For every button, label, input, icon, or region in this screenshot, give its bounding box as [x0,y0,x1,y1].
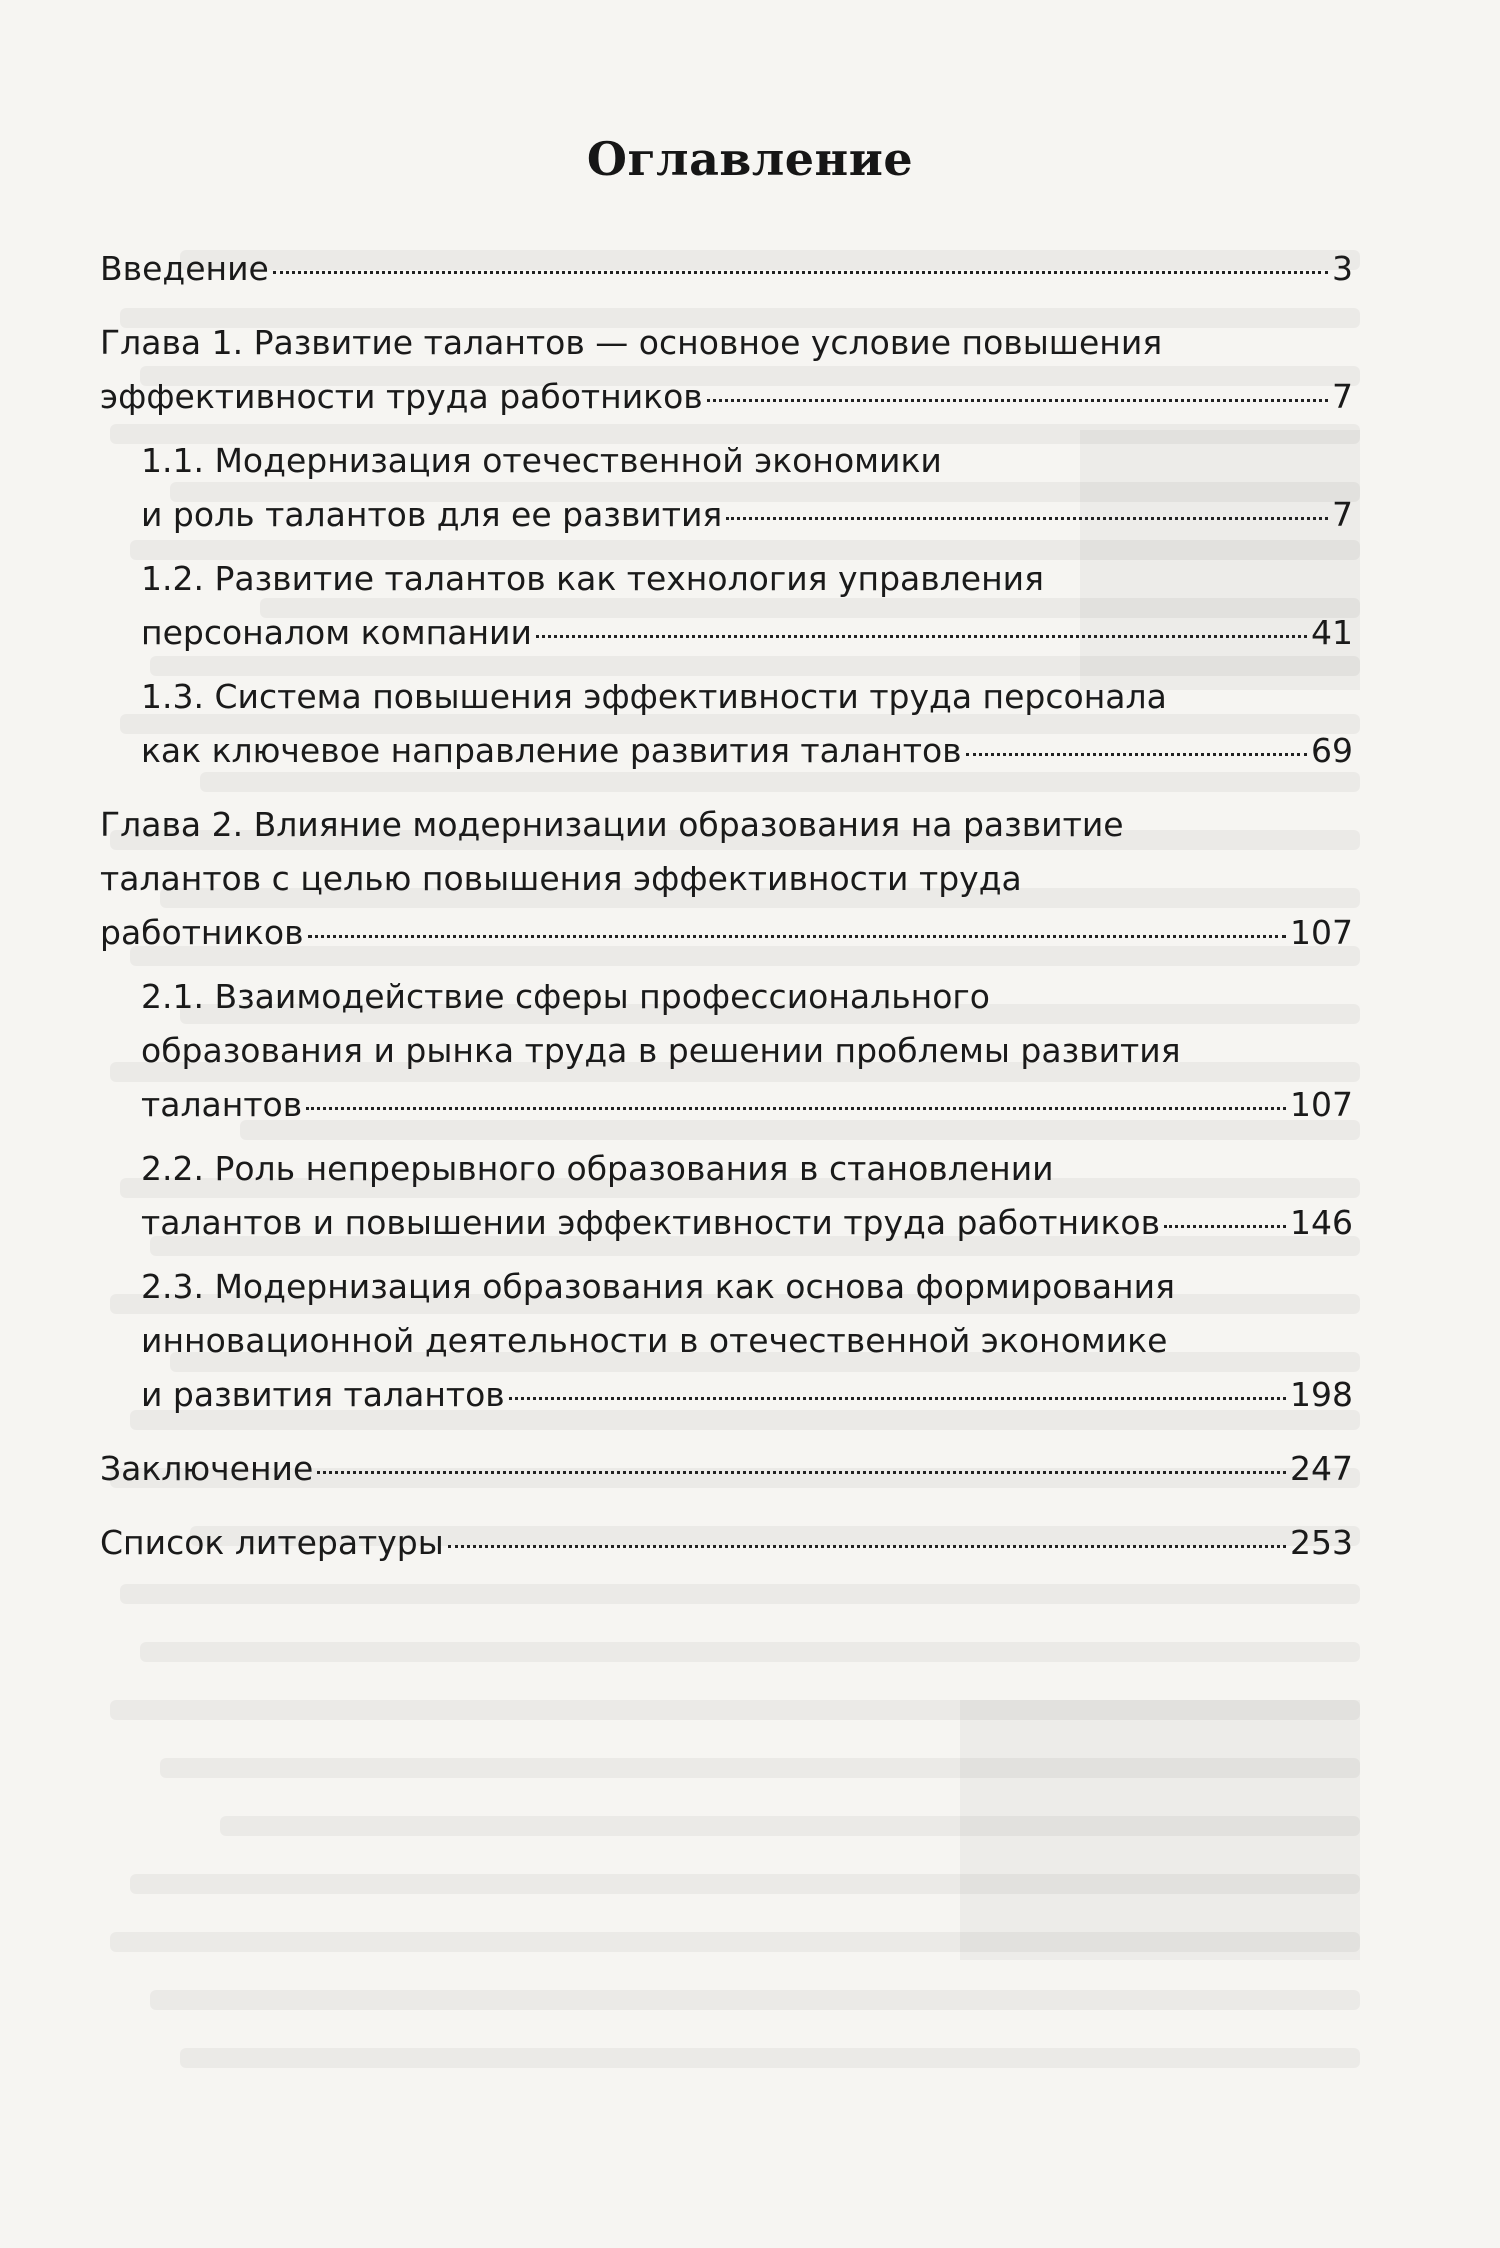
dot-leader [707,399,1328,402]
toc-entry-text: 2.1. Взаимодействие сферы профессионального [141,977,990,1016]
dot-leader [536,635,1307,638]
toc-entry-text: талантов и повышении эффективности труда работников [141,1203,1161,1242]
toc-section-entry [100,434,1353,542]
toc-section-entry [100,1260,1353,1422]
toc-entry-text: талантов [141,1085,303,1124]
toc-page-number: 247 [1290,1449,1353,1488]
toc-chapter-entry [100,1442,1353,1496]
toc-section-entry [100,552,1353,660]
bleed-through-photo [960,1700,1360,1960]
toc-entry-text: работников [100,913,304,952]
toc-page-number: 198 [1290,1375,1353,1414]
dot-leader [966,753,1307,756]
toc-chapter-entry [100,798,1353,960]
toc-chapter-entry [100,242,1353,296]
toc-entry-text: Глава 1. Развитие талантов — основное условие повышения [100,323,1163,362]
toc-entry-text: 1.1. Модернизация отечественной экономики [141,441,942,480]
toc-entry-text: талантов с целью повышения эффективности труда [100,859,1022,898]
table-of-contents [100,242,1353,1570]
toc-entry-text: и роль талантов для ее развития [141,495,723,534]
toc-entry-text: Введение [100,249,269,288]
dot-leader [308,935,1286,938]
dot-leader [306,1107,1286,1110]
toc-section-entry [100,670,1353,778]
toc-entry-text: 1.2. Развитие талантов как технология управления [141,559,1044,598]
toc-entry-text: и развития талантов [141,1375,505,1414]
toc-page-number: 107 [1290,913,1353,952]
dot-leader [273,271,1328,274]
toc-page-number: 146 [1290,1203,1353,1242]
toc-entry-text: Глава 2. Влияние модернизации образования на развитие [100,805,1124,844]
toc-page-number: 107 [1290,1085,1353,1124]
toc-title: Оглавление [586,132,914,186]
toc-entry-text: Заключение [100,1449,314,1488]
toc-entry-text: образования и рынка труда в решении проблемы развития [141,1031,1181,1070]
toc-page-number: 41 [1311,613,1353,652]
toc-page-number: 7 [1332,377,1353,416]
toc-entry-text: 2.3. Модернизация образования как основа формирования [141,1267,1175,1306]
toc-entry-text: Список литературы [100,1523,444,1562]
toc-entry-text: инновационной деятельности в отечественной экономике [141,1321,1168,1360]
toc-entry-text: 2.2. Роль непрерывного образования в становлении [141,1149,1054,1188]
dot-leader [1164,1225,1286,1228]
dot-leader [509,1397,1286,1400]
dot-leader [726,517,1328,520]
toc-entry-text: как ключевое направление развития талантов [141,731,962,770]
toc-entry-text: персоналом компании [141,613,532,652]
dot-leader [448,1545,1286,1548]
toc-page-number: 3 [1332,249,1353,288]
toc-page-number: 69 [1311,731,1353,770]
toc-page-number: 7 [1332,495,1353,534]
toc-section-entry [100,970,1353,1132]
toc-entry-text: эффективности труда работников [100,377,703,416]
toc-page-number: 253 [1290,1523,1353,1562]
toc-chapter-entry [100,316,1353,424]
toc-chapter-entry [100,1516,1353,1570]
toc-entry-text: 1.3. Система повышения эффективности труда персонала [141,677,1167,716]
dot-leader [317,1471,1286,1474]
toc-section-entry [100,1142,1353,1250]
